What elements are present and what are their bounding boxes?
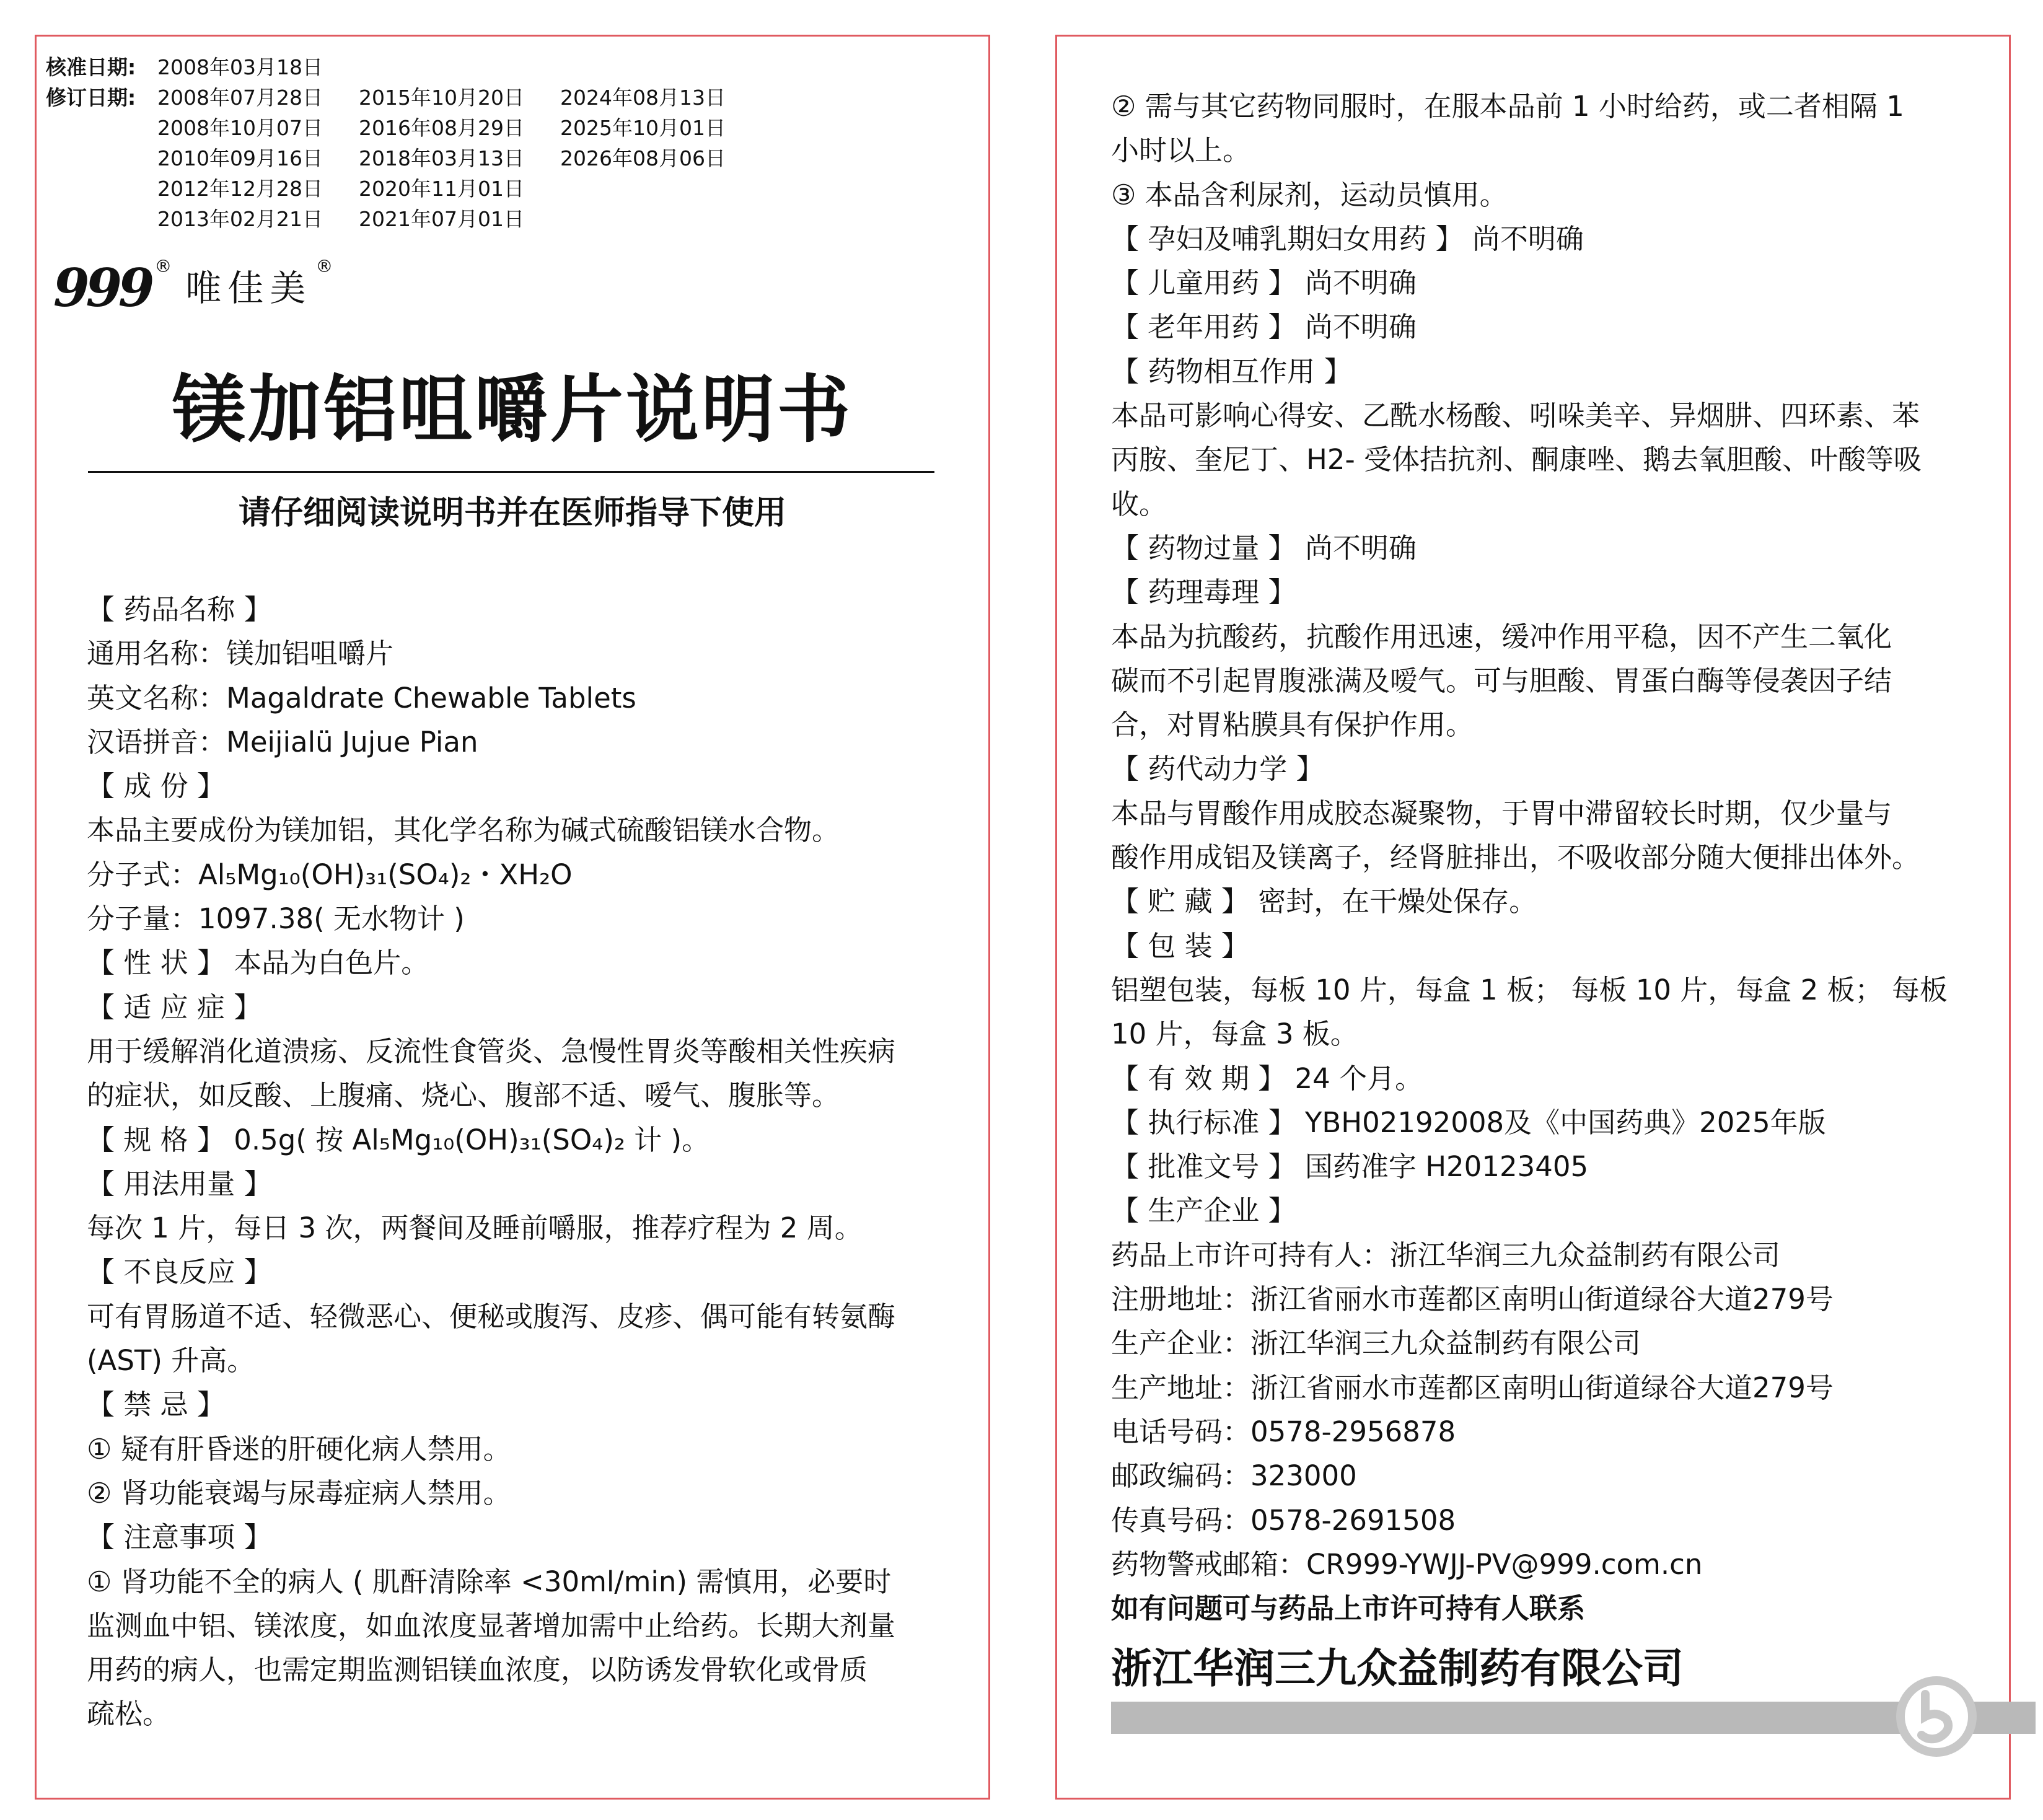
text-line: ② 肾功能衰竭与尿毒症病人禁用。 xyxy=(87,1476,511,1510)
text-line: 【 不良反应 】 xyxy=(87,1255,272,1289)
text-line: 【 药物相互作用 】 xyxy=(1111,354,1352,388)
text-line: 【 性 状 】 本品为白色片。 xyxy=(87,946,429,980)
text-line: 【 老年用药 】 尚不明确 xyxy=(1111,310,1417,344)
text-line: 小时以上。 xyxy=(1111,134,1251,167)
text-line: 【 包 装 】 xyxy=(1111,929,1249,962)
revise-date: 2010年09月16日 xyxy=(157,146,323,170)
revise-date: 2016年08月29日 xyxy=(359,116,524,140)
text-line: ③ 本品含利尿剂，运动员慎用。 xyxy=(1111,178,1508,211)
text-line: 【 孕妇及哺乳期妇女用药 】 尚不明确 xyxy=(1111,222,1584,255)
text-line: 用药的病人，也需定期监测铝镁血浓度，以防诱发骨软化或骨质 xyxy=(87,1653,868,1687)
text-line: 邮政编码：323000 xyxy=(1111,1459,1357,1493)
brand-mark: 999 xyxy=(53,257,151,319)
document-subtitle: 请仔细阅读说明书并在医师指导下使用 xyxy=(238,495,786,532)
text-line: 生产企业：浙江华润三九众益制药有限公司 xyxy=(1111,1327,1641,1360)
text-line: 传真号码：0578-2691508 xyxy=(1111,1503,1456,1537)
text-line: 本品可影响心得安、乙酰水杨酸、吲哚美辛、异烟肼、四环素、苯 xyxy=(1111,399,1920,433)
text-line: 生产地址：浙江省丽水市莲都区南明山街道绿谷大道279号 xyxy=(1111,1371,1834,1404)
text-line: (AST) 升高。 xyxy=(87,1344,255,1378)
text-line: 【 贮 藏 】 密封，在干燥处保存。 xyxy=(1111,885,1537,918)
document-title: 镁加铝咀嚼片说明书 xyxy=(172,367,853,452)
text-line: 通用名称：镁加铝咀嚼片 xyxy=(87,637,394,670)
text-line: 【 药物过量 】 尚不明确 xyxy=(1111,531,1417,565)
text-line: 本品为抗酸药，抗酸作用迅速，缓冲作用平稳，因不产生二氧化 xyxy=(1111,620,1892,653)
text-line: 的症状，如反酸、上腹痛、烧心、腹部不适、嗳气、腹胀等。 xyxy=(87,1079,840,1112)
text-line: 【 注意事项 】 xyxy=(87,1521,272,1554)
text-line: 【 用法用量 】 xyxy=(87,1167,272,1200)
left-column-text xyxy=(87,587,895,1736)
text-line: 药物警戒邮箱：CR999-YWJJ-PV@999.com.cn xyxy=(1111,1547,1703,1581)
text-line: 【 成 份 】 xyxy=(87,770,225,803)
text-line: 分子式：Al₅Mg₁₀(OH)₃₁(SO₄)₂・XH₂O xyxy=(87,858,573,891)
text-line: 药品上市许可持有人：浙江华润三九众益制药有限公司 xyxy=(1111,1238,1781,1272)
contact-note: 如有问题可与药品上市许可持有人联系 xyxy=(1111,1592,1586,1625)
revise-dates-grid xyxy=(157,82,762,234)
approval-dates xyxy=(46,52,762,234)
text-line: 丙胺、奎尼丁、H2- 受体拮抗剂、酮康唑、鹅去氧胆酸、叶酸等吸 xyxy=(1111,443,1922,477)
text-line: 【 规 格 】 0.5g( 按 Al₅Mg₁₀(OH)₃₁(SO₄)₂ 计 )。 xyxy=(87,1123,710,1156)
revise-date: 2026年08月06日 xyxy=(560,146,726,170)
revise-date xyxy=(560,204,762,234)
company-name: 浙江华润三九众益制药有限公司 xyxy=(1111,1645,1684,1693)
right-column-text xyxy=(1111,84,1948,1702)
text-line: 电话号码：0578-2956878 xyxy=(1111,1415,1456,1448)
text-line: 【 药品名称 】 xyxy=(87,593,272,626)
text-line: 碳而不引起胃腹涨满及嗳气。可与胆酸、胃蛋白酶等侵袭因子结 xyxy=(1111,664,1892,697)
registered-mark-2: ® xyxy=(315,256,333,276)
text-line: 每次 1 片，每日 3 次，两餐间及睡前嚼服，推荐疗程为 2 周。 xyxy=(87,1211,863,1245)
revise-date: 2024年08月13日 xyxy=(560,86,726,110)
registered-mark: ® xyxy=(154,256,172,276)
text-line: 疏松。 xyxy=(87,1697,171,1731)
revise-date: 2008年10月07日 xyxy=(157,116,323,140)
text-line: 合，对胃粘膜具有保护作用。 xyxy=(1111,708,1474,742)
revise-label: 修订日期: xyxy=(46,86,136,110)
text-line: 【 适 应 症 】 xyxy=(87,990,262,1024)
revise-date xyxy=(560,174,762,204)
text-line: 本品与胃酸作用成胶态凝聚物，于胃中滞留较长时期，仅少量与 xyxy=(1111,796,1892,830)
text-line: 【 有 效 期 】 24 个月。 xyxy=(1111,1062,1423,1095)
text-line: 10 片，每盒 3 板。 xyxy=(1111,1018,1358,1051)
revise-date: 2025年10月01日 xyxy=(560,116,726,140)
text-line: 本品主要成份为镁加铝，其化学名称为碱式硫酸铝镁水合物。 xyxy=(87,814,840,847)
text-line: 【 禁 忌 】 xyxy=(87,1388,225,1422)
text-line: 酸作用成铝及镁离子，经肾脏排出，不吸收部分随大便排出体外。 xyxy=(1111,841,1920,874)
revise-date: 2015年10月20日 xyxy=(359,86,524,110)
text-line: 可有胃肠道不适、轻微恶心、便秘或腹泻、皮疹、偶可能有转氨酶 xyxy=(87,1299,896,1333)
text-line: 【 药理毒理 】 xyxy=(1111,576,1296,609)
text-line: 【 批准文号 】 国药准字 H20123405 xyxy=(1111,1150,1589,1184)
text-line: 汉语拼音：Meijialü Jujue Pian xyxy=(87,725,478,758)
title-divider xyxy=(88,471,934,473)
approve-label: 核准日期: xyxy=(46,55,136,79)
revise-date: 2012年12月28日 xyxy=(157,177,323,201)
text-line: 英文名称：Magaldrate Chewable Tablets xyxy=(87,681,636,714)
text-line: 注册地址：浙江省丽水市莲都区南明山街道绿谷大道279号 xyxy=(1111,1283,1834,1316)
text-line: ② 需与其它药物同服时，在服本品前 1 小时给药，或二者相隔 1 xyxy=(1111,90,1904,123)
brand-logo xyxy=(53,257,333,319)
text-line: 【 药代动力学 】 xyxy=(1111,752,1324,786)
revise-date: 2021年07月01日 xyxy=(359,207,524,231)
text-line: 【 执行标准 】 YBH02192008及《中国药典》2025年版 xyxy=(1111,1106,1826,1139)
approve-date: 2008年03月18日 xyxy=(157,55,323,79)
revise-date: 2018年03月13日 xyxy=(359,146,524,170)
text-line: 【 生产企业 】 xyxy=(1111,1194,1296,1228)
text-line: ① 疑有肝昏迷的肝硬化病人禁用。 xyxy=(87,1432,511,1466)
text-line: 监测血中铝、镁浓度，如血浓度显著增加需中止给药。长期大剂量 xyxy=(87,1609,896,1642)
text-line: 铝塑包装，每板 10 片，每盒 1 板； 每板 10 片，每盒 2 板； 每板 xyxy=(1111,973,1948,1006)
text-line: ① 肾功能不全的病人 ( 肌酐清除率 <30ml/min) 需慎用，必要时 xyxy=(87,1565,892,1598)
text-line: 【 儿童用药 】 尚不明确 xyxy=(1111,266,1417,300)
revise-date: 2013年02月21日 xyxy=(157,207,323,231)
revise-date: 2020年11月01日 xyxy=(359,177,524,201)
text-line: 收。 xyxy=(1111,487,1167,521)
revise-date: 2008年07月28日 xyxy=(157,86,323,110)
brand-name: 唯佳美 xyxy=(185,267,312,309)
circular-logo-icon xyxy=(1893,1673,1980,1760)
text-line: 分子量：1097.38( 无水物计 ) xyxy=(87,902,465,936)
text-line: 用于缓解消化道溃疡、反流性食管炎、急慢性胃炎等酸相关性疾病 xyxy=(87,1034,896,1068)
